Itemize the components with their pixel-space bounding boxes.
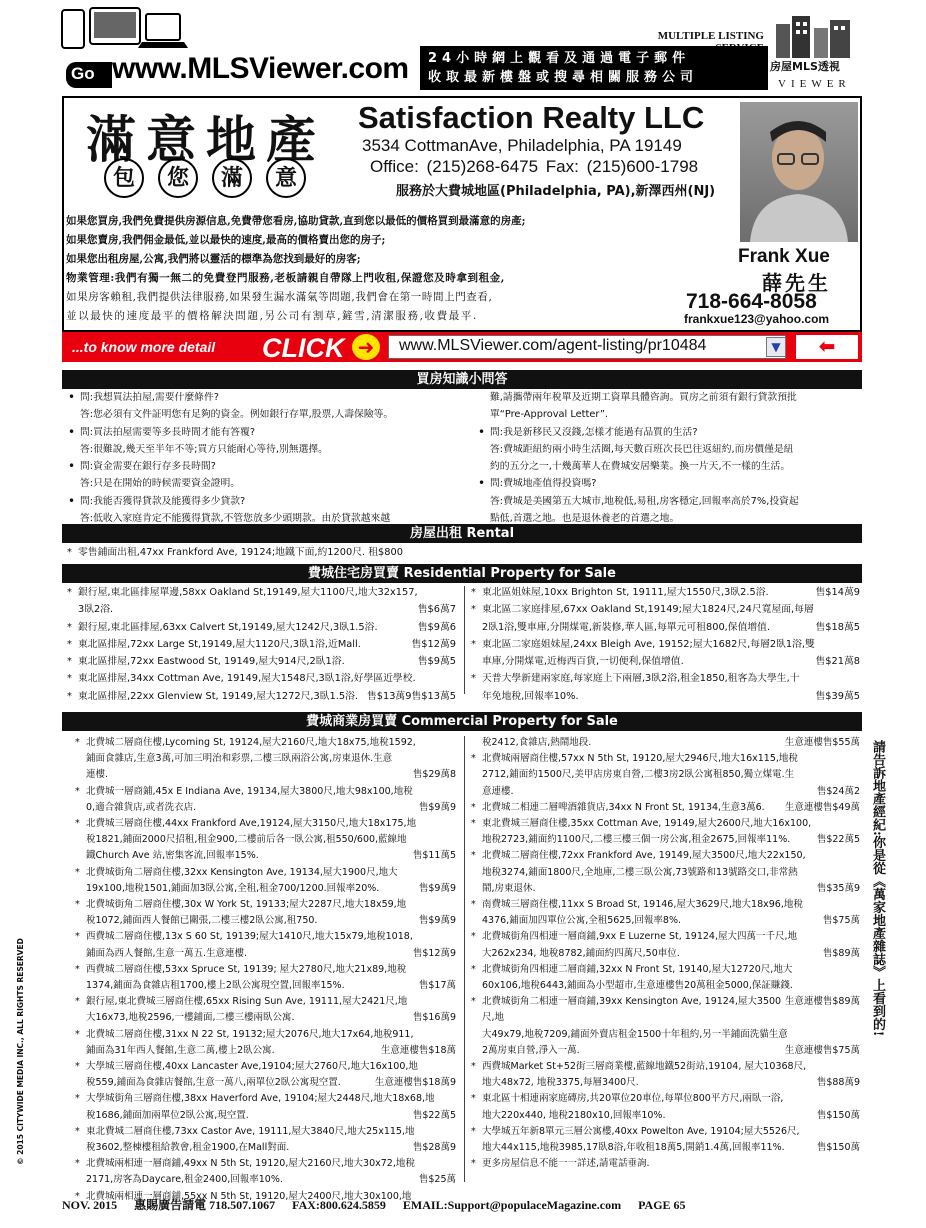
listing-line — [74, 1172, 456, 1188]
listing-line — [470, 978, 860, 1008]
service-line: 如果房客賴租,我們提供法律服務,如果發生漏水滿氣等問題,我們會在第一時間上門查看, — [66, 291, 493, 303]
listing-text: 2171,房客為Daycare,租金2400,回報率10%. — [86, 1174, 283, 1186]
commercial-section-title: 費城商業房買賣 Commercial Property for Sale — [62, 712, 862, 731]
listing-text: 大262x234, 地稅8782,鋪面約四萬尺,50車位. — [482, 947, 680, 959]
listing-text: 鋪面為西人餐館,生意一萬五.生意連樓. — [86, 947, 248, 959]
listing-price: 生意連樓售$18萬9 — [374, 1077, 456, 1089]
qa-question: • 問:資金需要在銀行存多長時間? — [66, 458, 456, 475]
listing-price: 售$28萬9 — [412, 1142, 456, 1154]
qa-section-title: 買房知識小問答 — [62, 370, 862, 389]
listing-line — [74, 1075, 456, 1091]
mls-service-title: MULTIPLE LISTING — [657, 30, 764, 42]
company-name: Satisfaction Realty LLC — [358, 100, 705, 135]
listing-text: 大學城街角三層商住樓,38xx Haverford Ave, 19104;屋大2448尺,地大18x68,地 — [86, 1093, 435, 1105]
qa-right-column — [476, 389, 860, 527]
listing-price: 售$6萬7 — [417, 604, 456, 616]
listing-item — [470, 584, 860, 601]
listing-item — [74, 994, 456, 1010]
listing-line — [74, 751, 456, 767]
listing-text: 東北區十相連兩家庭磚房,共20單位20車位,每單位800平方尺,兩臥一浴, — [482, 1093, 784, 1105]
listing-item — [470, 751, 860, 767]
listing-line — [470, 946, 860, 962]
column-divider — [464, 736, 465, 1182]
listing-price: 售$12萬9 — [412, 947, 456, 959]
service-line: 如果您出租房屋,公寓,我們將以靈活的標準為您找到最好的房客; — [66, 253, 361, 265]
footer-fax: FAX:800.624.5859 — [292, 1198, 386, 1212]
listing-item — [470, 670, 860, 687]
listing-price: 售$13萬9 — [366, 690, 412, 702]
listing-item — [470, 601, 860, 618]
listing-line — [74, 1043, 456, 1059]
listing-text: 東北區排屋,72xx Eastwood St, 19149,屋大914尺,2臥1浴. — [78, 656, 345, 668]
qa-answer: 難,請攜帶兩年稅單及近期工資單具體咨詢。買房之前須有銀行貸款預批 — [490, 392, 797, 403]
listing-text: 北費城街角二層商住樓,30x W York St, 19133;屋大2287尺,地大18x59,地 — [86, 899, 407, 911]
listing-text: 北費城街角四相連一層商鋪,9xx E Luzerne St, 19124,屋大四萬一千尺,地 — [482, 931, 798, 943]
listing-item — [470, 1124, 860, 1140]
listing-item — [66, 636, 456, 653]
listing-item — [74, 816, 456, 832]
listing-text: 鋪面為31年西人餐館,生意二萬,樓上2臥公寓. — [86, 1044, 275, 1056]
devices-illustration — [60, 6, 190, 56]
listing-line — [74, 767, 456, 783]
listing-line — [74, 848, 456, 864]
listing-text: 北費城二層商住樓,72xx Frankford Ave, 19149,屋大3500尺,地大22x150, — [482, 850, 806, 862]
listing-item — [74, 1027, 456, 1043]
listing-text: 東北區姐妹屋,10xx Brighton St, 19111,屋大1550尺,3臥2.5浴. — [482, 587, 769, 598]
listing-text: 稅3602,整棟樓租給教會,租金1900,在Mall對面. — [86, 1142, 290, 1154]
listing-item — [66, 584, 456, 601]
agent-email[interactable]: frankxue123@yahoo.com — [684, 312, 830, 326]
footer-page: PAGE 65 — [638, 1198, 686, 1212]
viewer-cn-label: 房屋MLS透視 — [770, 60, 840, 73]
arrow-right-icon[interactable]: ➜ — [352, 334, 380, 360]
listing-price: 售$35萬9 — [816, 882, 860, 894]
listing-item — [470, 897, 860, 913]
qa-answer: 答:費城距紐約兩小時生活圈,每天數百班次長巴往返紐約,而房價僅是紐 — [490, 443, 794, 455]
viewer-en-label: VIEWER — [778, 78, 851, 90]
rental-section-title: 房屋出租 Rental — [62, 524, 862, 543]
service-line: 並以最快的速度最平的價格解決問題,另公司有割草,鏟雪,清潔服務,收費最平. — [66, 310, 478, 322]
qa-question: • 問:買法拍屋需要等多長時間才能有答覆? — [66, 424, 456, 441]
listing-text: 0,適合雜貨店,或者洗衣店. — [86, 801, 197, 813]
listing-line — [470, 1027, 860, 1043]
listing-text: 西費城二層商住樓,53xx Spruce St, 19139; 屋大2780尺,地大21x89,地稅 — [86, 963, 407, 975]
listing-text: 北費城街角二層商住樓,32xx Kensington Ave, 19134,屋大1900尺,地大 — [86, 866, 398, 878]
listing-line — [74, 800, 456, 816]
listing-text: 銀行屋,東北區排屋單邊,58xx Oakland St,19149,屋大1100尺,地大32x157, — [78, 587, 418, 598]
listing-line — [470, 913, 860, 929]
slogan-line-2: 收取最新樓盤或搜尋相關服務公司 — [428, 70, 699, 85]
agent-photo — [740, 102, 858, 242]
qa-answer: 答:很難說,幾天至半年不等;買方只能耐心等待,別無選擇。 — [80, 443, 328, 455]
agent-name-cn: 薛先生 — [762, 271, 831, 295]
listing-text: 東北區排屋,22xx Glenview St, 19149,屋大1272尺,3臥1.5浴. — [78, 690, 359, 702]
listing-line — [470, 1075, 860, 1091]
agent-listing-url-field[interactable]: www.MLSViewer.com/agent-listing/pr10484 — [388, 335, 786, 359]
listing-price: 售$24萬2 — [816, 785, 860, 797]
service-area: 服務於大費城地區(Philadelphia, PA),新澤西州(NJ) — [396, 184, 716, 199]
listing-price: 售$75萬 — [822, 915, 860, 927]
listing-item — [74, 897, 456, 913]
listing-text: 地稅3274,鋪面1800尺,全地庫,二樓三臥公寓,73號路和13號路交口,非常熱 — [482, 866, 798, 878]
footer-ad: 惠賜廣告請電 718.507.1067 — [134, 1198, 276, 1212]
footer-date: NOV. 2015 — [62, 1198, 118, 1212]
qa-question: • 問:我能否獲得貸款及能獲得多少貸款? — [66, 493, 456, 510]
listing-item — [470, 929, 860, 945]
listing-price: 售$22萬5 — [816, 834, 860, 846]
service-line: 物業管理:我們有獨一無二的免費登門服務,老板請親自帶隊上門收租,保證您及時拿到租金, — [66, 272, 506, 284]
listing-price: 生意連樓售$75萬 — [784, 1044, 860, 1056]
listing-item — [470, 816, 860, 832]
services-text — [66, 212, 706, 326]
qa-answer: 點低,首選之地。也是退休養老的首選之地。 — [490, 513, 680, 525]
listing-text: 北費城二層商住樓,Lycoming St, 19124,屋大2160尺,地大18x75,地稅1592, — [86, 737, 416, 748]
listing-price: 售$9萬9 — [418, 882, 456, 894]
listing-price: 售$25萬 — [418, 1174, 456, 1186]
listing-line — [470, 1108, 860, 1124]
listing-item — [470, 848, 860, 864]
listing-price: 售$18萬5 — [815, 621, 860, 633]
listing-text: 北費城二相連二層啤酒雜貨店,34xx N Front St, 19134,生意3萬6. — [482, 801, 765, 813]
listing-line — [74, 978, 456, 994]
commercial-left-column — [74, 735, 456, 1205]
listing-price: 售$13萬5 — [411, 690, 456, 702]
listing-text: 北費城兩相連一層商鋪,49xx N 5th St, 19120,屋大2160尺,地大30x72,地稅 — [86, 1158, 415, 1170]
listing-text: 鋪面食雜店,生意3萬,可加三明治和彩票,二樓三臥兩浴公寓,房東退休.生意 — [86, 753, 393, 765]
listing-text: 北費城一層商鋪,45x E Indiana Ave, 19134,屋大3800尺,地大98x100,地稅 — [86, 785, 413, 797]
listing-text: 連樓. — [86, 769, 109, 781]
listing-text: 東北區二家庭排屋,67xx Oakland St,19149;屋大1824尺,24尺寬屋面,每層 — [482, 604, 814, 616]
listing-text: 稅559,鋪面為食雜店餐館,生意一萬八,兩單位2臥公寓現空置. — [86, 1077, 341, 1089]
click-button[interactable]: CLICK — [262, 333, 345, 363]
slogan-line-1: 24小時網上觀看及通過電子郵件 — [428, 51, 691, 66]
listing-item — [66, 653, 456, 670]
listing-price: 售$22萬5 — [412, 1109, 456, 1121]
listing-price: 生意連樓售$55萬 — [784, 737, 860, 748]
company-address: 3534 CottmanAve, Philadelphia, PA 19149 — [362, 136, 682, 155]
arrow-left-icon[interactable]: ⬅ — [796, 335, 858, 359]
listing-text: 地大44x115,地稅3985,17臥8浴,年收租18萬5,開銷1.4萬,回報率11%. — [482, 1142, 785, 1154]
residential-left-column — [66, 584, 456, 705]
commercial-right-column — [470, 735, 860, 1172]
listing-text: 北費城兩相連一層商鋪,55xx N 5th St, 19120,屋大2400尺,地大30x100,地 — [86, 1190, 412, 1202]
slogan-circle: 意 — [266, 158, 306, 198]
listing-text: 60x106,地稅6443,鋪面為小型超市,生意連樓售20萬租金5000,保証賺錢. — [482, 980, 793, 992]
listing-price: 生意連樓售$49萬 — [784, 801, 860, 813]
listing-item — [470, 636, 860, 653]
listing-text: 年免地稅,回報率10%. — [482, 690, 579, 702]
listing-item — [74, 784, 456, 800]
listing-text: 北費城街角二相連一層商鋪,39xx Kensington Ave, 19124,屋大3500尺,地 — [482, 996, 782, 1024]
qa-answer: 答:您必須有文件証明您有足夠的資金。例如銀行存單,股票,人壽保險等。 — [80, 409, 394, 421]
listing-price: 售$150萬 — [816, 1109, 860, 1121]
listing-text: 稅2412,食雜店,熱鬧地段. — [482, 737, 592, 748]
office-fax: Office: (215)268-6475 Fax: (215)600-1798 — [370, 157, 699, 176]
slogan-circle: 包 — [104, 158, 144, 198]
listing-price: 售$9萬9 — [418, 915, 456, 927]
listing-text: 大16x73,地稅2596,一樓鋪面,二樓三樓兩臥公寓. — [86, 1012, 295, 1024]
listing-text: 北費城二層商住樓,31xx N 22 St, 19132;屋大2076尺,地大17x64,地稅911, — [86, 1028, 414, 1040]
listing-text: 銀行屋,東北區排屋,63xx Calvert St,19149,屋大1242尺,3臥1.5浴. — [78, 621, 378, 633]
listing-line — [74, 881, 456, 897]
qa-answer: 約的五分之一,十幾萬華人在費城安居樂業。換一片天,不一樣的生活。 — [490, 461, 791, 473]
slogan-circle: 滿 — [212, 158, 252, 198]
company-cn-name: 滿意地產 — [86, 110, 326, 169]
slogan-circles — [104, 156, 314, 202]
listing-item — [74, 1124, 456, 1140]
listing-text: 意連樓. — [482, 785, 514, 797]
listing-item — [470, 800, 860, 816]
qa-question: • 問:我想買法拍屋,需要什麼條件? — [66, 389, 456, 406]
listing-price: 售$9萬5 — [417, 656, 456, 668]
listing-text: 大49x79,地稅7209,鋪面外賣店租金1500十年租約,另一半鋪面洗貓生意 — [482, 1028, 788, 1040]
listing-text: 大學城三層商住樓,40xx Lancaster Ave,19104;屋大2760尺,地大16x100,地 — [86, 1061, 418, 1073]
residential-section-title: 費城住宅房買賣 Residential Property for Sale — [62, 564, 862, 583]
go-badge: Go — [66, 62, 112, 88]
listing-line — [470, 1140, 860, 1156]
listing-item — [470, 1091, 860, 1107]
listing-price: 售$21萬8 — [815, 656, 860, 668]
listing-text: 東北費城三層商住樓,35xx Cottman Ave, 19149,屋大2600尺,地大16x100, — [482, 818, 812, 830]
listing-text: 南費城三層商住樓,11xx S Broad St, 19146,屋大3629尺,地大18x96,地稅 — [482, 899, 803, 911]
rental-item: * 零售鋪面出租,47xx Frankford Ave, 19124;地鐵下面,約1200尺. 租$800 — [66, 544, 856, 561]
copyright-side — [16, 938, 28, 1175]
listing-price: 售$12萬9 — [411, 638, 456, 650]
site-url-logo[interactable]: www.MLSViewer.com — [112, 52, 409, 85]
listing-text: 稅1821,鋪面2000尺招租,租金900,二樓前后各一臥公寓,租550/600,藍線地 — [86, 834, 407, 846]
listing-line — [470, 1043, 860, 1059]
rental-list — [66, 544, 856, 561]
listing-text: 4376,鋪面加四單位公寓,全租5625,回報率8%. — [482, 915, 682, 927]
listing-item — [470, 1059, 860, 1075]
listing-price: 售$39萬5 — [815, 690, 860, 702]
listing-text: 車庫,分開煤電,近梅西百貨,一切便利,保值增值. — [482, 656, 684, 668]
listing-text: 更多房屋信息不能一一詳述,請電話垂詢. — [482, 1158, 650, 1170]
listing-price: 生意連樓售$18萬 — [380, 1044, 456, 1056]
listing-text: 3臥2浴. — [78, 604, 114, 616]
listing-line — [74, 1010, 456, 1026]
listing-item — [74, 735, 456, 751]
listing-item — [66, 619, 456, 636]
listing-line — [470, 865, 860, 881]
listing-text: 地大48x72, 地稅3375,每層3400尺. — [482, 1077, 639, 1089]
listing-text: 1374,鋪面為食雜店租1700,樓上2臥公寓現空置,回報率15%. — [86, 980, 345, 992]
listing-line — [470, 688, 860, 705]
listing-text: 銀行屋,東北費城三層商住樓,65xx Rising Sun Ave, 19111,屋大2421尺,地 — [86, 996, 408, 1008]
listing-text: 2萬房東自營,淨入一萬. — [482, 1044, 580, 1056]
listing-item — [74, 962, 456, 978]
listing-line — [470, 784, 860, 800]
listing-price: 售$14萬9 — [815, 587, 860, 598]
agent-phone[interactable]: 718-664-8058 — [686, 290, 817, 313]
residential-right-column — [470, 584, 860, 705]
listing-price: 售$9萬9 — [418, 801, 456, 813]
qa-left-column — [66, 389, 456, 527]
listing-line — [470, 619, 860, 636]
listing-text: 西費城Market St+52街三層商業樓,藍線地鐵52街站,19104, 屋大10368尺, — [482, 1061, 807, 1073]
chevron-down-icon[interactable]: ▼ — [766, 337, 786, 357]
column-divider — [464, 586, 465, 694]
listing-text: 2712,鋪面約1500尺,美甲店房東自營,二樓3房2臥公寓租850,獨立煤電.生 — [482, 769, 795, 781]
listing-text: 鬧,房東退休. — [482, 882, 536, 894]
listing-price: 售$16萬9 — [412, 1012, 456, 1024]
listing-text: 稅1072,鋪面西人餐館已關張,二樓三樓2臥公寓,租750. — [86, 915, 318, 927]
listing-line — [74, 913, 456, 929]
listing-text: 19x100,地稅1501,鋪面加3臥公寓,全租,租金700/1200.回報率20%. — [86, 882, 380, 894]
slogan-box — [420, 46, 768, 90]
copyright-text: © 2015 CITYWIDE MEDIA INC., ALL RIGHTS RESERVED — [16, 938, 25, 1165]
listing-text: 2臥1浴,雙車庫,分開煤電,新裝修,華人區,每單元可租800,保值增值. — [482, 621, 771, 633]
listing-price: 售$88萬9 — [816, 1077, 860, 1089]
listing-item — [74, 1059, 456, 1075]
listing-text: 北費城兩層商住樓,57xx N 5th St, 19120,屋大2946尺,地大16x115,地稅 — [482, 753, 798, 765]
listing-item — [74, 929, 456, 945]
listing-price: 售$11萬5 — [412, 850, 456, 862]
listing-price: 售$17萬 — [418, 980, 456, 992]
listing-item — [74, 1156, 456, 1172]
listing-text: 東北區排屋,72xx Large St,19149,屋大1120尺,3臥1浴,近Mall. — [78, 638, 361, 650]
know-more-text: ...to know more detail — [72, 339, 216, 355]
agent-name-en: Frank Xue — [738, 246, 830, 267]
qa-answer: 答:低收入家庭肯定不能獲得貸款,不管您放多少頭期款。由於貸款越來越 — [80, 513, 391, 525]
listing-line — [74, 1108, 456, 1124]
listing-line — [74, 946, 456, 962]
slogan-circle: 您 — [158, 158, 198, 198]
listing-text: 稅1686,鋪面加兩單位2臥公寓,現空置. — [86, 1109, 249, 1121]
listing-line — [470, 881, 860, 897]
right-vertical-note: 請告訴地產經紀:你是從《萬家地產雜誌》上看到的! — [870, 740, 885, 1037]
listing-line — [470, 735, 860, 751]
listing-text: 北費城街角四相連二層商鋪,32xx N Front St, 19140,屋大12720尺,地大 — [482, 963, 793, 975]
listing-line — [66, 601, 456, 618]
listing-line — [470, 653, 860, 670]
listing-item — [470, 1156, 860, 1172]
listing-line — [74, 1140, 456, 1156]
listing-price: 售$150萬 — [816, 1142, 860, 1154]
listing-item — [66, 688, 456, 705]
listing-text: 鐵Church Ave 站,密集客流,回報率15%. — [86, 850, 259, 862]
listing-text: 東北費城二層商住樓,73xx Castor Ave, 19111,屋大3840尺,地大25x115,地 — [86, 1125, 415, 1137]
listing-text: 東北區二家庭姐妹屋,24xx Bleigh Ave, 19152;屋大1682尺,每層2臥1浴,雙 — [482, 638, 815, 650]
service-line: 如果您賣房,我們佣金最低,並以最快的速度,最高的價格賣出您的房子; — [66, 234, 386, 246]
service-line: 如果您買房,我們免費提供房源信息,免費帶您看房,協助貸款,直到您以最低的價格買到最滿意的房產; — [66, 215, 526, 227]
qa-answer: 答:費城是美國第五大城市,地稅低,易租,房客穩定,回報率高於7%,投資起 — [490, 495, 799, 507]
listing-text: 天普大學新建兩家庭,每家庭上下兩層,3臥2浴,租金1850,租客為大學生,十 — [482, 673, 800, 685]
listing-line — [470, 767, 860, 783]
listing-item — [74, 1091, 456, 1107]
qa-question: • 問:費城地產值得投資嗎? — [476, 475, 860, 492]
listing-price: 生意連樓售$89萬 — [784, 996, 860, 1008]
qa-answer: 單“Pre-Approval Letter”. — [490, 409, 609, 421]
listing-line — [470, 832, 860, 848]
listing-line — [74, 832, 456, 848]
qa-answer: 答:只是在開始的時候需要資金證明。 — [80, 478, 241, 490]
listing-text: 東北區排屋,34xx Cottman Ave, 19149,屋大1548尺,3臥1浴,好學區近學校. — [78, 673, 416, 685]
listing-item — [74, 865, 456, 881]
footer — [62, 1196, 862, 1213]
listing-item — [470, 962, 860, 978]
listing-text: 地稅2723,鋪面約1100尺,二樓三樓三個一房公寓,租金2675,回報率11%. — [482, 834, 791, 846]
qa-question: • 問:我是新移民又沒錢,怎樣才能過有品質的生活? — [476, 424, 860, 441]
listing-item — [470, 994, 860, 1026]
listing-price: 售$89萬 — [822, 947, 860, 959]
listing-price: 售$29萬8 — [412, 769, 456, 781]
listing-price: 售$9萬6 — [417, 621, 456, 633]
listing-text: 西費城二層商住樓,13x S 60 St, 19139;屋大1410尺,地大15x79,地稅1018, — [86, 931, 413, 943]
listing-text: 地大220x440, 地稅2180x10,回報率10%. — [482, 1109, 666, 1121]
footer-email[interactable]: EMAIL:Support@populaceMagazine.com — [402, 1198, 622, 1212]
listing-text: 大學城五年新8單元三層公寓樓,40xx Powelton Ave, 19104;屋大5526尺, — [482, 1125, 800, 1137]
listing-text: 北費城三層商住樓,44xx Frankford Ave,19124,屋大3150尺,地大18x175,地 — [86, 818, 417, 830]
